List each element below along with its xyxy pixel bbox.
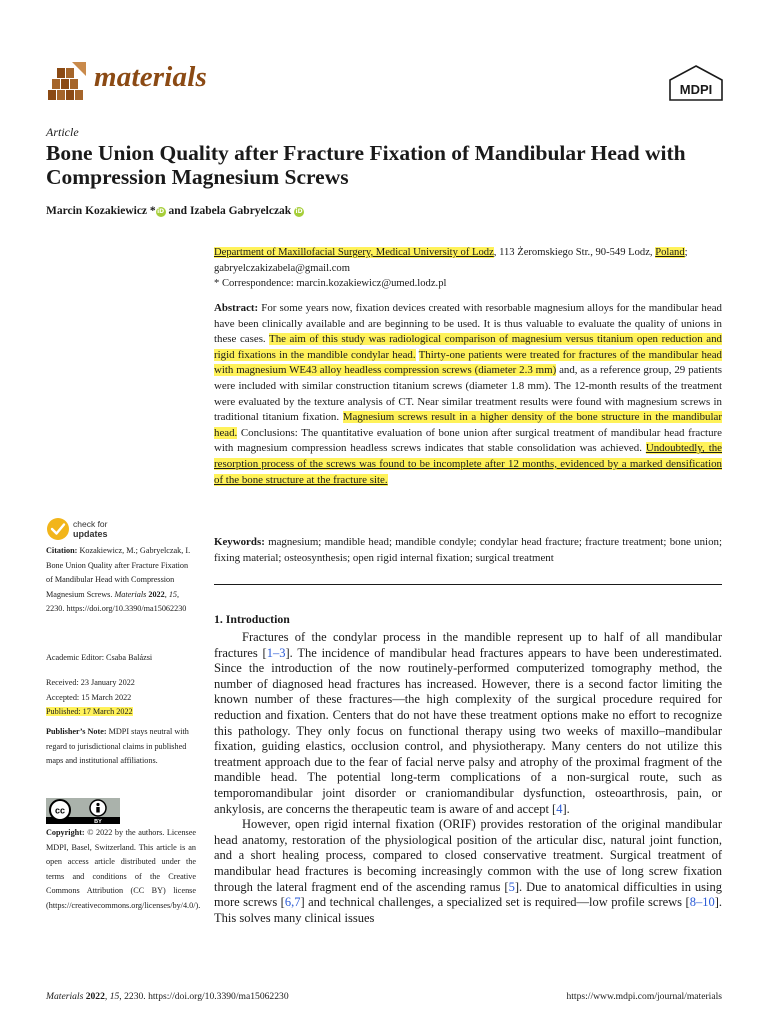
corresponding-mark: * (149, 205, 156, 217)
abstract-highlight: Thirty-one patients were treated for fractures of the mandibular head with magnesium WE43 alloy headless compression screws (diameter 2.3 mm) (214, 348, 722, 377)
footer-year: 2022 (83, 991, 105, 1002)
publisher-note (46, 725, 196, 769)
keywords-label: Keywords: (214, 536, 265, 548)
journal-name: materials (94, 61, 207, 93)
paragraph-text: ]. This solves many clinical issues (214, 895, 722, 925)
journal-logo (46, 60, 88, 102)
citation-year: 2022 (146, 589, 165, 599)
keywords (214, 535, 722, 566)
author-email[interactable]: gabryelczakizabela@gmail.com (214, 262, 350, 274)
affiliation-punct: ; (684, 247, 688, 258)
footer-doi[interactable]: , 2230. https://doi.org/10.3390/ma15062230 (119, 991, 289, 1002)
cc-by-license-badge[interactable] (46, 798, 120, 824)
abstract-text: and, as a reference group, 29 patients were included with similar construction titanium screws (diameter 1.8 mm). The 12-month results of the treatment were evaluated by the texture analysis of CT. Near similar treatment results were found with magnesium screws in traditional titanium fixation. (214, 364, 722, 424)
citation-volume: , 15 (164, 589, 177, 599)
paragraph (214, 817, 722, 926)
accepted-date: Accepted: 15 March 2022 (46, 692, 132, 702)
abstract-highlight: The aim of this study was radiological comparison of magnesium versus titanium open reduction and rigid fixations in the mandible condylar head. (214, 333, 722, 361)
check-updates-top: check for (73, 519, 108, 529)
paragraph-text: However, open rigid internal fixation (ORIF) provides restoration of the original mandibular head anatomy, restoration of the physiological position of the articular disc, natural joint function, and a short healing process, compared to closed conservative treatment. Surgical treatment of mandibular head fractures is becoming increasingly common with the use of long screw fixation through the lateral fragment end of the ascending ramus [ (214, 817, 722, 894)
reference-link[interactable]: 5 (508, 879, 515, 894)
footer-journal-url[interactable]: https://www.mdpi.com/journal/materials (566, 991, 722, 1002)
by-text: BY (94, 819, 102, 824)
abstract-text: For some years now, fixation devices created with resorbable magnesium alloys for the mandibular head have been clinically available and are beginning to be used. It is thus valuable to evaluate the quality of unions in these cases. (214, 302, 722, 346)
author-connector: and (168, 205, 188, 217)
academic-editor: Academic Editor: Csaba Balázsi (46, 653, 153, 662)
section-divider (214, 584, 722, 585)
paragraph-text: ]. Due to anatomical difficulties in using more screws [ (214, 879, 722, 910)
citation-block (46, 544, 196, 617)
affiliation-dept[interactable]: Department of Maxillofacial Surgery, Medical University of Lodz (214, 247, 494, 258)
reference-link[interactable]: 6,7 (284, 895, 301, 910)
citation-journal: Materials (114, 589, 147, 599)
footer-citation (46, 991, 289, 1002)
keywords-text: magnesium; mandible head; mandible condyle; condylar head fracture; fracture treatment; bone union; fixing material; osteosynthesis; open rigid internal fixation; surgical treatment (214, 536, 722, 564)
abstract-highlight: Undoubtedly, the resorption process of the screws was found to be incomplete after 12 months, evidenced by a marked densification of the bone structure at the fracture site. (214, 442, 722, 486)
paper-title: Bone Union Quality after Fracture Fixation of Mandibular Head with Compression Magnesium Screws (46, 141, 686, 189)
mdpi-logo-text: MDPI (679, 82, 713, 97)
publisher-note-text: MDPI stays neutral with regard to jurisdictional claims in published maps and institutional affiliations. (46, 727, 189, 766)
check-for-updates-button[interactable] (46, 516, 176, 542)
reference-link[interactable]: 4 (556, 801, 563, 816)
affiliation (214, 245, 722, 292)
affiliation-address: , 113 Żeromskiego Str., 90-549 Lodz, (493, 247, 656, 258)
article-type: Article (46, 125, 79, 139)
footer-volume: , 15 (104, 991, 120, 1002)
correspondence: * Correspondence: marcin.kozakiewicz@umed.lodz.pl (214, 278, 447, 290)
reference-link[interactable]: 8–10 (689, 895, 715, 910)
abstract-text: Conclusions: The quantitative evaluation of bone union after surgical treatment of mandibular head fracture with magnesium compression headless screws indicates that stable consolidation was achieved. (214, 426, 722, 455)
check-updates-bottom: updates (73, 529, 108, 539)
check-icon (47, 518, 69, 540)
author-list (46, 205, 304, 217)
copyright-notice (46, 826, 201, 914)
publication-dates (46, 676, 196, 720)
section-heading: 1. Introduction (214, 612, 290, 626)
copyright-label: Copyright: (46, 828, 85, 837)
orcid-icon[interactable]: iD (295, 208, 303, 215)
abstract-highlight: Magnesium screws result in a higher density of the bone structure in the mandibular head. (214, 411, 722, 439)
abstract (214, 301, 722, 488)
paragraph-text: ]. (562, 801, 570, 816)
citation-label: Citation: (46, 546, 78, 555)
body-text (214, 630, 722, 926)
citation-text: Kozakiewicz, M.; Gabryelczak, I. Bone Union Quality after Fracture Fixation of Mandibular Head with Compression Magnesium Screws. (46, 546, 191, 599)
paragraph-text: ]. The incidence of mandibular head fractures appears to have been underestimated. Since the introduction of the now routinely-performed computerized tomography method, the number of diagnosed head fractures has increased. However, there is a second factor limiting the known number of these fractures—the high complexity of the surgical procedure required for reduction and fixation. Centers that do not have these treatment options make no effort to recognize this pathology. They only focus on functional therapy using two weeks of maxillo–mandibular fixation, guiding elastics, occlusion control, and physiotherapy. Many centers do not utilize this treatment approach due to the fear of facial nerve palsy and atrophy of the proximal fragment of the mandible head. The potential long-term complications of a non-surgical route, such as temporomandibular joint disorder or craniomandibular dysfunction, osteoarthrosis, pain, or ankylosis, are concerns the therapeutic team is aware of and accept [ (214, 645, 722, 816)
cc-text: cc (54, 805, 66, 816)
author-name[interactable]: Izabela Gabryelczak (189, 205, 292, 217)
footer-journal: Materials (46, 991, 84, 1002)
orcid-icon[interactable]: iD (157, 208, 165, 215)
publisher-note-label: Publisher’s Note: (46, 727, 107, 736)
author-name[interactable]: Marcin Kozakiewicz (46, 205, 148, 217)
paragraph (214, 630, 722, 817)
published-date: Published: 17 March 2022 (46, 707, 133, 717)
copyright-text: © 2022 by the authors. Licensee MDPI, Basel, Switzerland. This article is an open access article distributed under the terms and conditions of the Creative Commons Attribution (CC BY) license (https://creativecommons.org/licenses/by/4.0/). (46, 828, 201, 910)
mdpi-logo (668, 64, 724, 102)
affiliation-country[interactable]: Poland (655, 247, 685, 258)
citation-doi[interactable]: , 2230. https://doi.org/10.3390/ma15062230 (46, 589, 187, 614)
reference-link[interactable]: 1–3 (266, 645, 286, 660)
paragraph-text: ] and technical challenges, a specialized set is required—low profile screws [ (300, 895, 690, 910)
abstract-label: Abstract: (214, 302, 259, 314)
paragraph-text: Fractures of the condylar process in the mandible represent up to half of all mandibular fractures [ (214, 630, 722, 660)
received-date: Received: 23 January 2022 (46, 678, 135, 687)
